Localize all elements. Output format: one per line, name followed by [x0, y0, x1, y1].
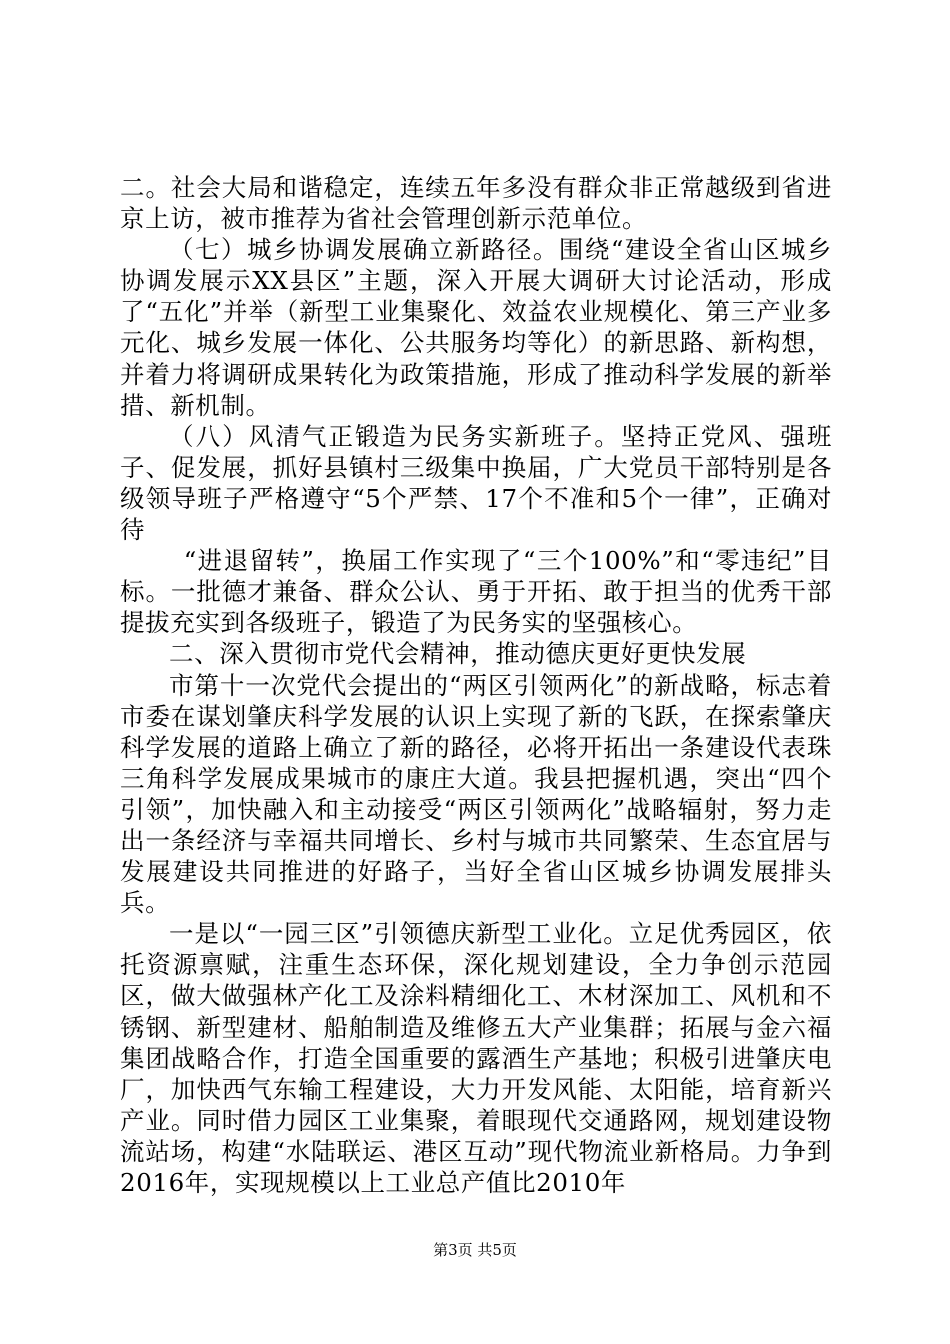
paragraph-continuation: 二。社会大局和谐稳定，连续五年多没有群众非正常越级到省进京上访，被市推荐为省社会管理创新示范单位。 — [120, 173, 832, 234]
document-body — [120, 172, 832, 1198]
paragraph-section-8-continued: “进退留转”，换届工作实现了“三个100%”和“零违纪”目标。一批德才兼备、群众公认、勇于开拓、敢于担当的优秀干部提拔充实到各级班子，锻造了为民务实的坚强核心。 — [120, 546, 832, 638]
page-footer: 第3页 共5页 — [433, 1241, 517, 1259]
section-heading: 二、深入贯彻市党代会精神，推动德庆更好更快发展 — [169, 639, 747, 669]
paragraph-section-8: （八）风清气正锻造为民务实新班子。坚持正党风、强班子、促发展，抓好县镇村三级集中换届，广大党员干部特别是各级领导班子严格遵守“5个严禁、17个不准和5个一律”，正确对待 — [120, 421, 832, 545]
paragraph-industrialization: 一是以“一园三区”引领德庆新型工业化。立足优秀园区，依托资源禀赋，注重生态环保，深化规划建设，全力争创示范园区，做大做强林产化工及涂料精细化工、木材深加工、风机和不锈钢、新型建材、船舶制造及维修五大产业集群；拓展与金六福集团战略合作，打造全国重要的露酒生产基地；积极引进肇庆电厂，加快西气东输工程建设，大力开发风能、太阳能，培育新兴产业。同时借力园区工业集聚，着眼现代交通路网，规划建设物流站场，构建“水陆联运、港区互动”现代物流业新格局。力争到2016年，实现规模以上工业总产值比2010年 — [120, 919, 832, 1197]
paragraph-section-7: （七）城乡协调发展确立新路径。围绕“建设全省山区城乡协调发展示XX县区”主题，深入开展大调研大讨论活动，形成了“五化”并举（新型工业集聚化、效益农业规模化、第三产业多元化、城乡发展一体化、公共服务均等化）的新思路、新构想，并着力将调研成果转化为政策措施，形成了推动科学发展的新举措、新机制。 — [120, 235, 832, 420]
paragraph-strategy: 市第十一次党代会提出的“两区引领两化”的新战略，标志着市委在谋划肇庆科学发展的认识上实现了新的飞跃，在探索肇庆科学发展的道路上确立了新的路径，必将开拓出一条建设代表珠三角科学发展成果城市的康庄大道。我县把握机遇，突出“四个引领”，加快融入和主动接受“两区引领两化”战略辐射，努力走出一条经济与幸福共同增长、乡村与城市共同繁荣、生态宜居与发展建设共同推进的好路子，当好全省山区城乡协调发展排头兵。 — [120, 670, 832, 918]
